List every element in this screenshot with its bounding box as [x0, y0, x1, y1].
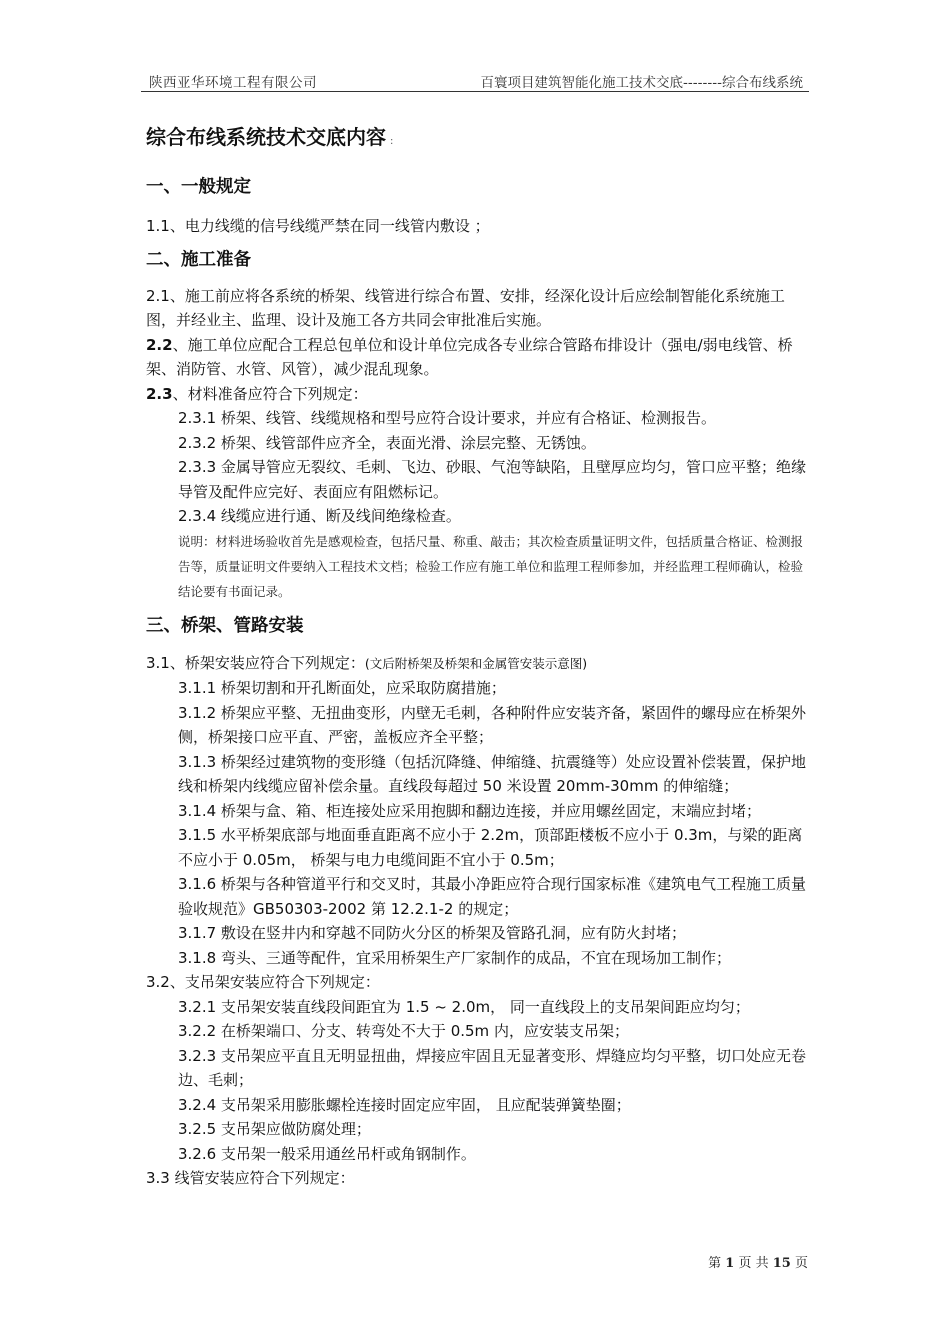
- paragraph-2-3: [146, 382, 814, 407]
- page-header: [141, 71, 809, 92]
- paragraph-3-2-1: 3.2.1 支吊架安装直线段间距宜为 1.5 ~ 2.0m， 同一直线段上的支吊架间距应均匀；: [178, 997, 750, 1016]
- page-number: 1: [725, 1256, 735, 1271]
- footer-post: 页: [794, 1256, 808, 1271]
- paragraph-2-3-4: 2.3.4 线缆应进行通、断及线间绝缘检查。: [178, 507, 461, 525]
- paragraph-3-1-3: 3.1.3 桥架经过建筑物的变形缝（包括沉降缝、伸缩缝、抗震缝等）处应设置补偿装置，保护地线和桥架内线缆应留补偿余量。直线段每超过 50 米设置 20mm-30mm 的伸缩缝；: [178, 752, 806, 795]
- paragraph-3-2-5: 3.2.5 支吊架应做防腐处理；: [178, 1120, 371, 1138]
- paragraph-2-3-3: 2.3.3 金属导管应无裂纹、毛刺、飞边、砂眼、气泡等缺陷，且壁厚应均匀，管口应平整；绝缘导管及配件应完好、表面应有阻燃标记。: [178, 458, 806, 501]
- page-footer: [708, 1252, 808, 1271]
- paragraph-3-1-2: 3.1.2 桥架应平整、无扭曲变形，内壁无毛刺，各种附件应安装齐备，紧固件的螺母应在桥架外侧，桥架接口应平直、严密，盖板应齐全平整；: [178, 703, 806, 746]
- paragraph-2-3-1: 2.3.1 桥架、线管、线缆规格和型号应符合设计要求，并应有合格证、检测报告。: [178, 409, 716, 427]
- paragraph-3-2-3: 3.2.3 支吊架应平直且无明显扭曲，焊接应牢固且无显著变形、焊缝应均匀平整，切口处应无卷边、毛刺；: [178, 1046, 806, 1089]
- header-doc-title: 百寰项目建筑智能化施工技术交底--------综合布线系统: [480, 75, 803, 91]
- page-total: 15: [772, 1256, 791, 1271]
- paragraph-3-2-4: 3.2.4 支吊架采用膨胀螺栓连接时固定应牢固， 且应配装弹簧垫圈；: [178, 1095, 631, 1114]
- paragraph-3-2: 3.2、支吊架安装应符合下列规定：: [146, 973, 380, 991]
- paragraph-3-1-text: 3.1、桥架安装应符合下列规定：: [146, 653, 365, 672]
- section-heading-2: 二、施工准备: [146, 249, 251, 270]
- paragraph-2-3-number: 2.3: [146, 384, 173, 403]
- section-heading-3: 三、桥架、管路安装: [146, 615, 304, 636]
- paragraph-3-2-6: 3.2.6 支吊架一般采用通丝吊杆或角钢制作。: [178, 1144, 476, 1163]
- paragraph-2-2-text: 、施工单位应配合工程总包单位和设计单位完成各专业综合管路布排设计（强电/弱电线管、桥架、消防管、水管、风管），减少混乱现象。: [146, 335, 793, 378]
- document-title: [146, 120, 814, 154]
- paragraph-3-1-4: 3.1.4 桥架与盒、箱、柜连接处应采用抱脚和翻边连接，并应用螺丝固定，末端应封堵；: [178, 801, 761, 820]
- paragraph-2-3-text: 、材料准备应符合下列规定：: [172, 384, 368, 403]
- paragraph-3-1-1: 3.1.1 桥架切割和开孔断面处，应采取防腐措施；: [178, 679, 506, 697]
- document-body: [146, 120, 814, 1191]
- paragraph-2-2-number: 2.2: [146, 335, 173, 354]
- paragraph-3-2-2: 3.2.2 在桥架端口、分支、转弯处不大于 0.5m 内，应安装支吊架；: [178, 1022, 629, 1040]
- paragraph-2-3-2: 2.3.2 桥架、线管部件应齐全，表面光滑、涂层完整、无锈蚀。: [178, 433, 596, 452]
- materials-note: 说明：材料进场验收首先是感观检查，包括尺量、称重、敲击；其次检查质量证明文件，包括质量合格证、检测报告等，质量证明文件要纳入工程技术文档；检验工作应有施工单位和监理工程师参加，并经监理工程师确认，检验结论要有书面记录。: [178, 533, 804, 599]
- section-heading-1: 一、一般规定: [146, 177, 251, 197]
- paragraph-2-1: 2.1、施工前应将各系统的桥架、线管进行综合布置、安排，经深化设计后应绘制智能化系统施工图，并经业主、监理、设计及施工各方共同会审批准后实施。: [146, 286, 785, 329]
- paragraph-3-1-note: (文后附桥架及桥架和金属管安装示意图): [364, 655, 588, 671]
- paragraph-3-1-7: 3.1.7 敷设在竖井内和穿越不同防火分区的桥架及管路孔洞，应有防火封堵；: [178, 924, 686, 942]
- paragraph-2-2: [146, 333, 814, 382]
- paragraph-1-1: 1.1、电力线缆的信号线缆严禁在同一线管内敷设 ；: [146, 217, 490, 235]
- paragraph-3-1-8: 3.1.8 弯头、三通等配件，宜采用桥架生产厂家制作的成品，不宜在现场加工制作；: [178, 948, 731, 967]
- document-title-text: 综合布线系统技术交底内容: [146, 125, 386, 149]
- title-mark: :: [390, 136, 394, 147]
- header-company: 陕西亚华环境工程有限公司: [149, 75, 317, 91]
- paragraph-3-3: 3.3 线管安装应符合下列规定：: [146, 1169, 355, 1187]
- footer-mid: 页 共: [738, 1256, 769, 1271]
- paragraph-3-1-5: 3.1.5 水平桥架底部与地面垂直距离不应小于 2.2m，顶部距楼板不应小于 0.3m，与梁的距离不应小于 0.05m， 桥架与电力电缆间距不宜小于 0.5m；: [178, 826, 803, 869]
- paragraph-3-1-6: 3.1.6 桥架与各种管道平行和交叉时，其最小净距应符合现行国家标准《建筑电气工程施工质量验收规范》GB50303-2002 第 12.2.1-2 的规定；: [178, 875, 806, 918]
- footer-pre: 第: [708, 1256, 722, 1271]
- paragraph-3-1: [146, 651, 814, 677]
